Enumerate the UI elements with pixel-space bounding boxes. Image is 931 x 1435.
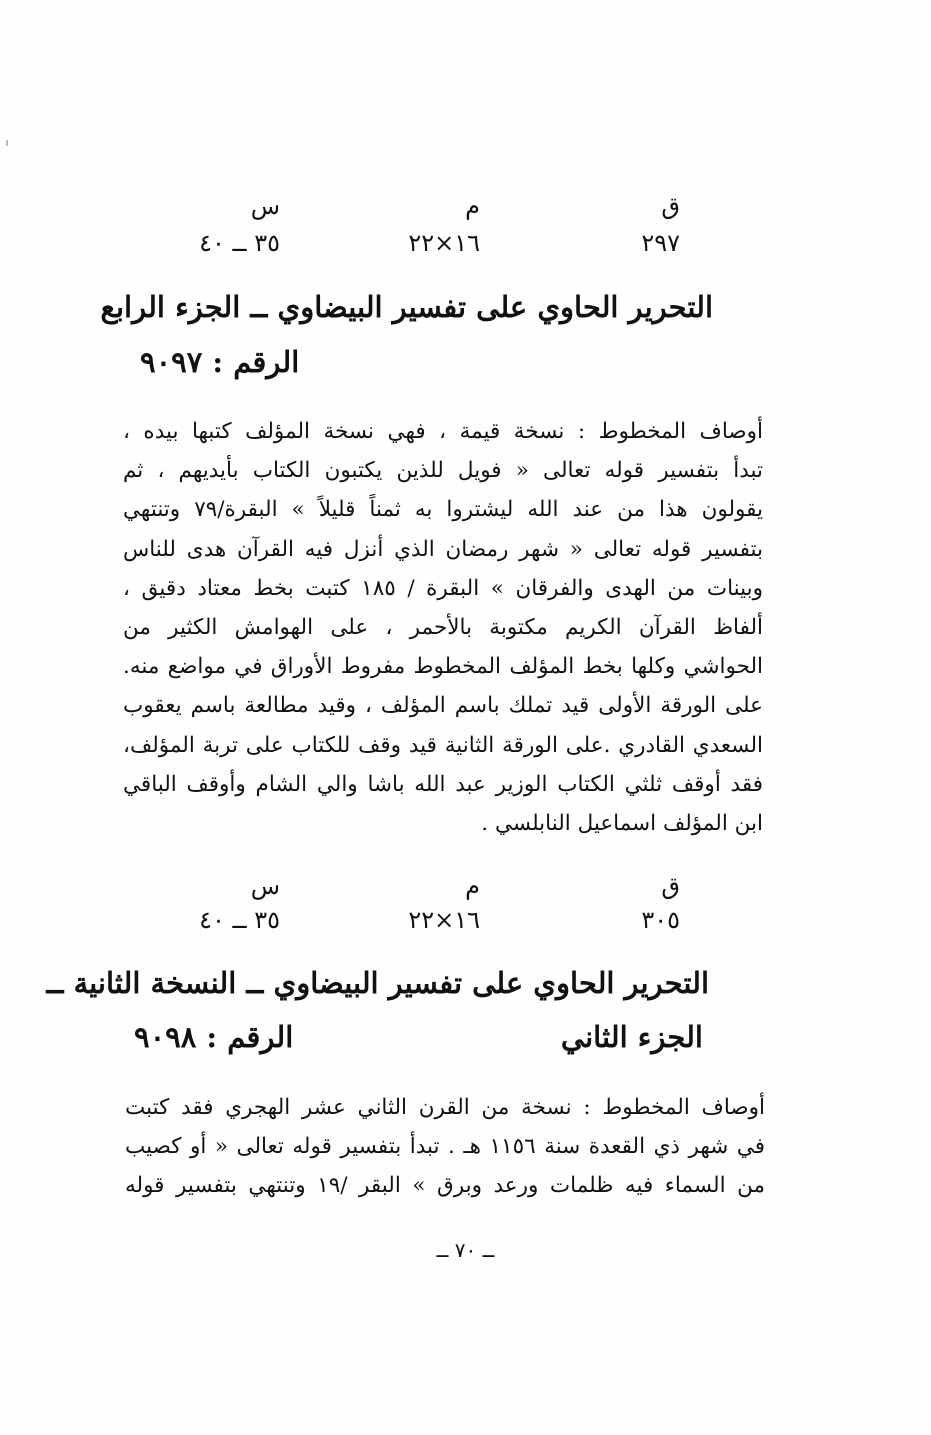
- q-label: ق: [661, 192, 680, 220]
- description-line: بتفسير قوله تعالى « شهر رمضان الذي أنزل فيه القرآن هدى للناس: [123, 536, 763, 562]
- entry2-stat-labels: [180, 872, 720, 902]
- s-value: ٣٥ ــ ٤٠: [199, 906, 280, 934]
- s-label: س: [250, 872, 280, 900]
- m-value: ١٦×٢٢: [408, 229, 480, 257]
- q-label: ق: [661, 872, 680, 900]
- description-line: يقولون هذا من عند الله ليشتروا به ثمناً قليلاً » البقرة/٧٩ وتنتهي: [123, 497, 763, 523]
- entry2-description: [123, 412, 763, 843]
- s-label: س: [250, 192, 280, 220]
- description-line: السعدي القادري .على الورقة الثانية قيد وقف للكتاب على تربة المؤلف،: [123, 732, 763, 758]
- entry2-title: التحرير الحاوي على تفسير البيضاوي ــ الجزء الرابع: [100, 290, 713, 324]
- entry1-stat-labels: [180, 192, 720, 222]
- page-number: ــ ٧٠ ــ: [436, 1238, 495, 1262]
- entry3-title: التحرير الحاوي على تفسير البيضاوي ــ النسخة الثانية ــ: [46, 966, 709, 1000]
- entry1-stat-values: [180, 229, 720, 259]
- description-line: تبدأ بتفسير قوله تعالى « فويل للذين يكتبون الكتاب بأيديهم ، ثم: [123, 458, 763, 484]
- entry2-number: الرقم : ٩٠٩٧: [140, 345, 300, 379]
- entry3-description: [125, 1088, 765, 1206]
- q-value: ٣٠٥: [641, 906, 680, 934]
- description-line: في شهر ذي القعدة سنة ١١٥٦ هـ . تبدأ بتفسير قوله تعالى « أو كصيب: [125, 1134, 765, 1160]
- description-line: ألفاظ القرآن الكريم مكتوبة بالأحمر ، على الهوامش الكثير من: [123, 615, 763, 641]
- description-line: وبينات من الهدى والفرقان » البقرة / ١٨٥ كتبت بخط معتاد دقيق ،: [123, 575, 763, 601]
- entry3-subtitle: الجزء الثاني: [560, 1020, 703, 1054]
- m-label: م: [465, 192, 480, 220]
- description-line: ابن المؤلف اسماعيل النابلسي .: [481, 811, 763, 837]
- description-line: على الورقة الأولى قيد تملك باسم المؤلف ، وقيد مطالعة باسم يعقوب: [123, 693, 763, 719]
- description-line: الحواشي وكلها بخط المؤلف المخطوط مفروط الأوراق في مواضع منه.: [123, 654, 763, 680]
- q-value: ٢٩٧: [641, 229, 680, 257]
- entry3-number: الرقم : ٩٠٩٨: [134, 1020, 294, 1054]
- m-value: ١٦×٢٢: [408, 906, 480, 934]
- m-label: م: [465, 872, 480, 900]
- description-line: أوصاف المخطوط : نسخة قيمة ، فهي نسخة المؤلف كتبها بيده ،: [123, 419, 763, 444]
- description-line: من السماء فيه ظلمات ورعد وبرق » البقر /١٩ وتنتهي بتفسير قوله: [125, 1173, 765, 1199]
- s-value: ٣٥ ــ ٤٠: [199, 229, 280, 257]
- entry2-stat-values: [180, 906, 720, 936]
- description-line: أوصاف المخطوط : نسخة من القرن الثاني عشر الهجري فقد كتبت: [125, 1095, 765, 1120]
- margin-mark: [6, 140, 8, 146]
- description-line: فقد أوقف ثلثي الكتاب الوزير عبد الله باشا والي الشام وأوقف الباقي: [123, 771, 763, 797]
